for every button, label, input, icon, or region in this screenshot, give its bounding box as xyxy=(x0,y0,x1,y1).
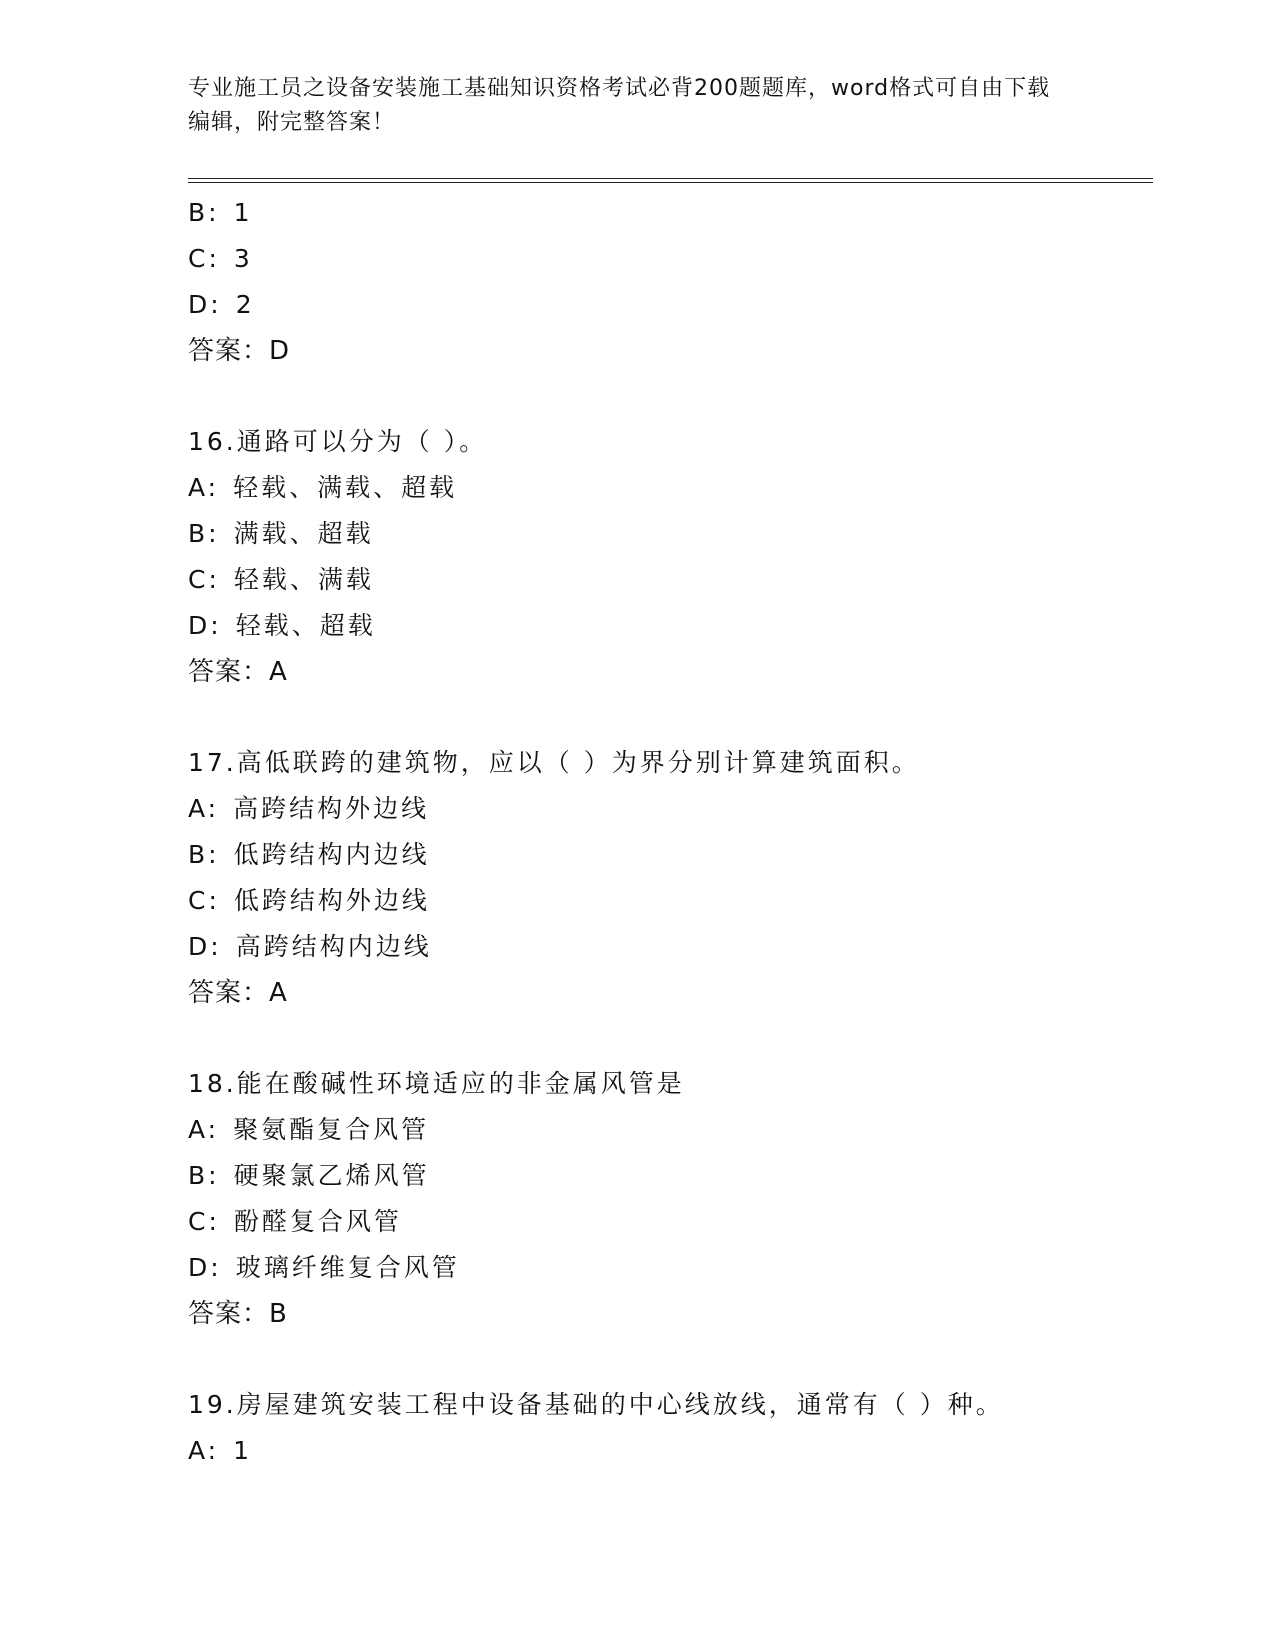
answer-line: 答案：B xyxy=(188,1299,288,1329)
question-stem: 19.房屋建筑安装工程中设备基础的中心线放线，通常有（ ）种。 xyxy=(188,1390,1004,1419)
option-row xyxy=(188,1153,1148,1199)
option-row xyxy=(188,282,1148,328)
document-header xyxy=(188,72,1068,140)
option-text: 满载、超载 xyxy=(233,519,374,548)
option-row xyxy=(188,190,1148,236)
option-row xyxy=(188,1428,1148,1474)
spacer xyxy=(188,1016,1148,1061)
option-row xyxy=(188,1245,1148,1291)
option-text: 酚醛复合风管 xyxy=(233,1207,402,1236)
option-row xyxy=(188,878,1148,924)
option-letter: C: xyxy=(188,244,220,273)
header-rule-top xyxy=(188,178,1153,179)
question-content xyxy=(188,190,1148,1474)
option-row xyxy=(188,1107,1148,1153)
option-letter: A: xyxy=(188,794,220,823)
option-letter: D: xyxy=(188,932,222,961)
option-letter: A: xyxy=(188,1436,220,1465)
option-text: 聚氨酯复合风管 xyxy=(233,1115,430,1144)
option-letter: A: xyxy=(188,473,220,502)
question-block xyxy=(188,740,1148,1016)
option-text: 轻载、满载 xyxy=(233,565,374,594)
question-stem: 16.通路可以分为（ ）。 xyxy=(188,427,488,456)
spacer xyxy=(188,1337,1148,1382)
prev-question xyxy=(188,190,1148,374)
spacer xyxy=(188,374,1148,419)
spacer xyxy=(188,695,1148,740)
option-row xyxy=(188,557,1148,603)
option-row xyxy=(188,236,1148,282)
option-row xyxy=(188,786,1148,832)
option-letter: C: xyxy=(188,1207,220,1236)
question-block xyxy=(188,1382,1148,1474)
option-row xyxy=(188,603,1148,649)
option-text: 低跨结构外边线 xyxy=(233,886,430,915)
answer-line: 答案：A xyxy=(188,657,288,687)
option-letter: B: xyxy=(188,198,220,227)
header-title: 专业施工员之设备安装施工基础知识资格考试必背200题题库，word格式可自由下载编辑，附完整答案！ xyxy=(188,76,1051,135)
question-block xyxy=(188,419,1148,695)
answer-line: 答案：D xyxy=(188,336,291,366)
option-text: 1 xyxy=(233,1436,252,1465)
question-stem: 18.能在酸碱性环境适应的非金属风管是 xyxy=(188,1069,685,1098)
option-row xyxy=(188,465,1148,511)
option-letter: D: xyxy=(188,290,222,319)
option-row xyxy=(188,1199,1148,1245)
option-text: 1 xyxy=(233,198,253,227)
option-letter: B: xyxy=(188,1161,220,1190)
option-row xyxy=(188,924,1148,970)
option-letter: B: xyxy=(188,519,220,548)
option-letter: D: xyxy=(188,611,222,640)
option-text: 硬聚氯乙烯风管 xyxy=(233,1161,430,1190)
option-text: 低跨结构内边线 xyxy=(233,840,430,869)
option-text: 玻璃纤维复合风管 xyxy=(235,1253,460,1282)
option-letter: C: xyxy=(188,886,220,915)
answer-line: 答案：A xyxy=(188,978,288,1008)
option-letter: C: xyxy=(188,565,220,594)
question-stem: 17.高低联跨的建筑物，应以（ ）为界分别计算建筑面积。 xyxy=(188,748,920,777)
option-text: 高跨结构内边线 xyxy=(235,932,432,961)
option-text: 高跨结构外边线 xyxy=(233,794,430,823)
option-letter: A: xyxy=(188,1115,220,1144)
option-text: 3 xyxy=(233,244,253,273)
option-letter: D: xyxy=(188,1253,222,1282)
header-rule-bottom xyxy=(188,182,1153,183)
question-block xyxy=(188,1061,1148,1337)
option-text: 轻载、满载、超载 xyxy=(233,473,458,502)
option-row xyxy=(188,832,1148,878)
option-letter: B: xyxy=(188,840,220,869)
option-text: 轻载、超载 xyxy=(235,611,376,640)
option-row xyxy=(188,511,1148,557)
option-text: 2 xyxy=(235,290,255,319)
